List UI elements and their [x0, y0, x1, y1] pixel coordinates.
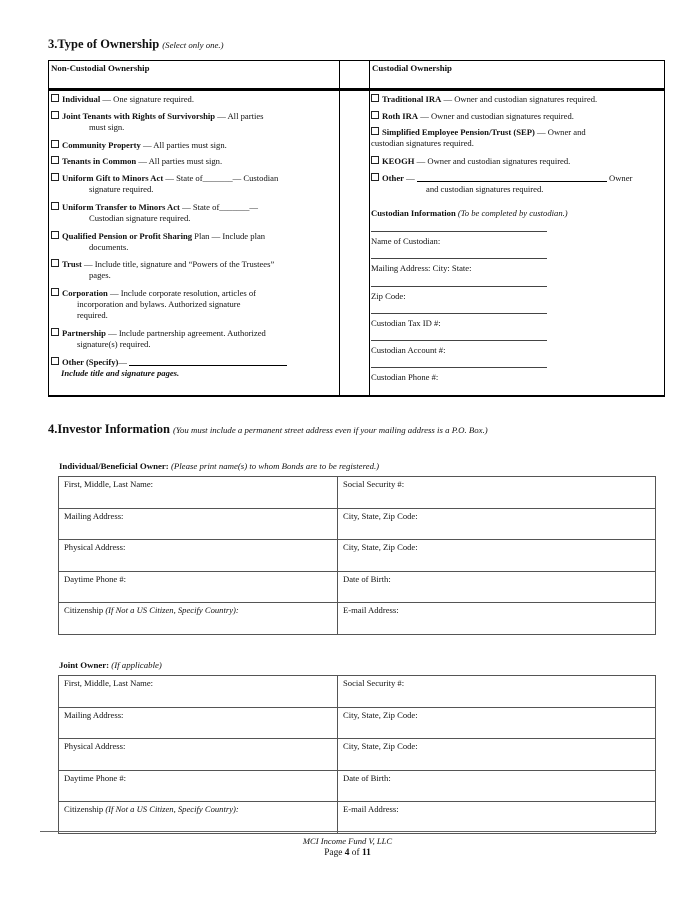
option-partnership: Partnership — Include partnership agreement. Authorized signature(s) required.: [51, 328, 266, 350]
option-corporation: Corporation — Include corporate resolution, articles of incorporation and bylaws. Authorized signature required.: [51, 288, 256, 321]
custodial-other-checkbox[interactable]: [371, 173, 379, 181]
roth-ira-checkbox[interactable]: [371, 111, 379, 119]
sep-checkbox[interactable]: [371, 127, 379, 135]
column-divider: [339, 61, 340, 395]
option-joint-tenants: Joint Tenants with Rights of Survivorship — All parties must sign.: [51, 111, 264, 133]
non-custodial-header: Non-Custodial Ownership: [51, 63, 150, 73]
table-row: [59, 603, 656, 635]
table-row: [59, 571, 656, 603]
other-specify-checkbox[interactable]: [51, 357, 59, 365]
owner-name-field[interactable]: First, Middle, Last Name:: [59, 477, 338, 509]
custodian-info-title: Custodian Information (To be completed by custodian.): [371, 208, 568, 218]
joint-citizenship-field[interactable]: Citizenship (If Not a US Citizen, Specify Country):: [59, 802, 338, 834]
owner-physical-address-field[interactable]: Physical Address:: [59, 540, 338, 572]
individual-owner-table: [58, 476, 656, 635]
custodian-tax-id-field[interactable]: Custodian Tax ID #:: [371, 313, 547, 329]
footer-company: MCI Income Fund V, LLC: [302, 836, 393, 846]
custodial-other-input[interactable]: [417, 173, 607, 182]
joint-physical-address-field[interactable]: Physical Address:: [59, 739, 338, 771]
owner-ssn-field[interactable]: Social Security #:: [338, 477, 656, 509]
joint-phone-field[interactable]: Daytime Phone #:: [59, 770, 338, 802]
footer-divider: [40, 831, 657, 832]
option-roth-ira: Roth IRA — Owner and custodian signatures required.: [371, 111, 574, 122]
utma-checkbox[interactable]: [51, 202, 59, 210]
community-property-checkbox[interactable]: [51, 140, 59, 148]
table-row: [59, 802, 656, 834]
custodian-name-field[interactable]: Name of Custodian:: [371, 231, 547, 247]
option-other-specify: Other (Specify)— Include title and signature pages.: [51, 357, 287, 379]
option-keogh: KEOGH — Owner and custodian signatures required.: [371, 156, 570, 167]
trust-checkbox[interactable]: [51, 259, 59, 267]
joint-physical-city-field[interactable]: City, State, Zip Code:: [338, 739, 656, 771]
custodial-header: Custodial Ownership: [372, 63, 452, 73]
traditional-ira-checkbox[interactable]: [371, 94, 379, 102]
joint-owner-title: Joint Owner: (If applicable): [59, 660, 162, 670]
owner-citizenship-field[interactable]: Citizenship (If Not a US Citizen, Specify Country):: [59, 603, 338, 635]
table-row: [59, 477, 656, 509]
joint-mailing-address-field[interactable]: Mailing Address:: [59, 707, 338, 739]
owner-physical-city-field[interactable]: City, State, Zip Code:: [338, 540, 656, 572]
table-row: [59, 707, 656, 739]
option-pension: Qualified Pension or Profit Sharing Plan — Include plan documents.: [51, 231, 265, 253]
ugma-checkbox[interactable]: [51, 173, 59, 181]
option-individual: Individual — One signature required.: [51, 94, 194, 105]
individual-owner-title: Individual/Beneficial Owner: (Please print name(s) to whom Bonds are to be registered.): [59, 461, 380, 471]
page-number: Page 4 of 11: [324, 848, 371, 858]
table-row: [59, 540, 656, 572]
section-4-title: 4.Investor Information (You must include a permanent street address even if your mailing address is a P.O. Box.): [48, 422, 488, 436]
table-row: [59, 508, 656, 540]
other-specify-input[interactable]: [129, 357, 287, 366]
table-row: [59, 676, 656, 708]
custodian-account-field[interactable]: Custodian Account #:: [371, 340, 547, 356]
joint-dob-field[interactable]: Date of Birth:: [338, 770, 656, 802]
owner-phone-field[interactable]: Daytime Phone #:: [59, 571, 338, 603]
corporation-checkbox[interactable]: [51, 288, 59, 296]
partnership-checkbox[interactable]: [51, 328, 59, 336]
joint-tenants-checkbox[interactable]: [51, 111, 59, 119]
column-divider: [369, 61, 370, 395]
individual-checkbox[interactable]: [51, 94, 59, 102]
custodian-zip-field[interactable]: Zip Code:: [371, 286, 547, 302]
section-3-title: 3.Type of Ownership (Select only one.): [48, 37, 224, 51]
joint-name-field[interactable]: First, Middle, Last Name:: [59, 676, 338, 708]
option-utma: Uniform Transfer to Minors Act — State of_______— Custodian signature required.: [51, 202, 258, 224]
owner-mailing-city-field[interactable]: City, State, Zip Code:: [338, 508, 656, 540]
option-community-property: Community Property — All parties must sign.: [51, 140, 227, 151]
table-row: [59, 739, 656, 771]
joint-email-field[interactable]: E-mail Address:: [338, 802, 656, 834]
table-row: [59, 770, 656, 802]
header-divider: [49, 90, 664, 91]
option-ugma: Uniform Gift to Minors Act — State of_______— Custodian signature required.: [51, 173, 278, 195]
option-sep: Simplified Employee Pension/Trust (SEP) — Owner and custodian signatures required.: [371, 127, 586, 148]
keogh-checkbox[interactable]: [371, 156, 379, 164]
option-trust: Trust — Include title, signature and “Powers of the Trustees” pages.: [51, 259, 274, 281]
custodian-phone-field[interactable]: Custodian Phone #:: [371, 367, 547, 383]
joint-mailing-city-field[interactable]: City, State, Zip Code:: [338, 707, 656, 739]
option-custodial-other: Other — Owner and custodian signatures required.: [371, 173, 632, 195]
custodian-address-field[interactable]: Mailing Address: City: State:: [371, 258, 547, 274]
option-tenants-in-common: Tenants in Common — All parties must sign.: [51, 156, 222, 167]
owner-email-field[interactable]: E-mail Address:: [338, 603, 656, 635]
option-traditional-ira: Traditional IRA — Owner and custodian signatures required.: [371, 94, 597, 105]
pension-checkbox[interactable]: [51, 231, 59, 239]
tenants-in-common-checkbox[interactable]: [51, 156, 59, 164]
owner-mailing-address-field[interactable]: Mailing Address:: [59, 508, 338, 540]
owner-dob-field[interactable]: Date of Birth:: [338, 571, 656, 603]
joint-ssn-field[interactable]: Social Security #:: [338, 676, 656, 708]
joint-owner-table: [58, 675, 656, 834]
